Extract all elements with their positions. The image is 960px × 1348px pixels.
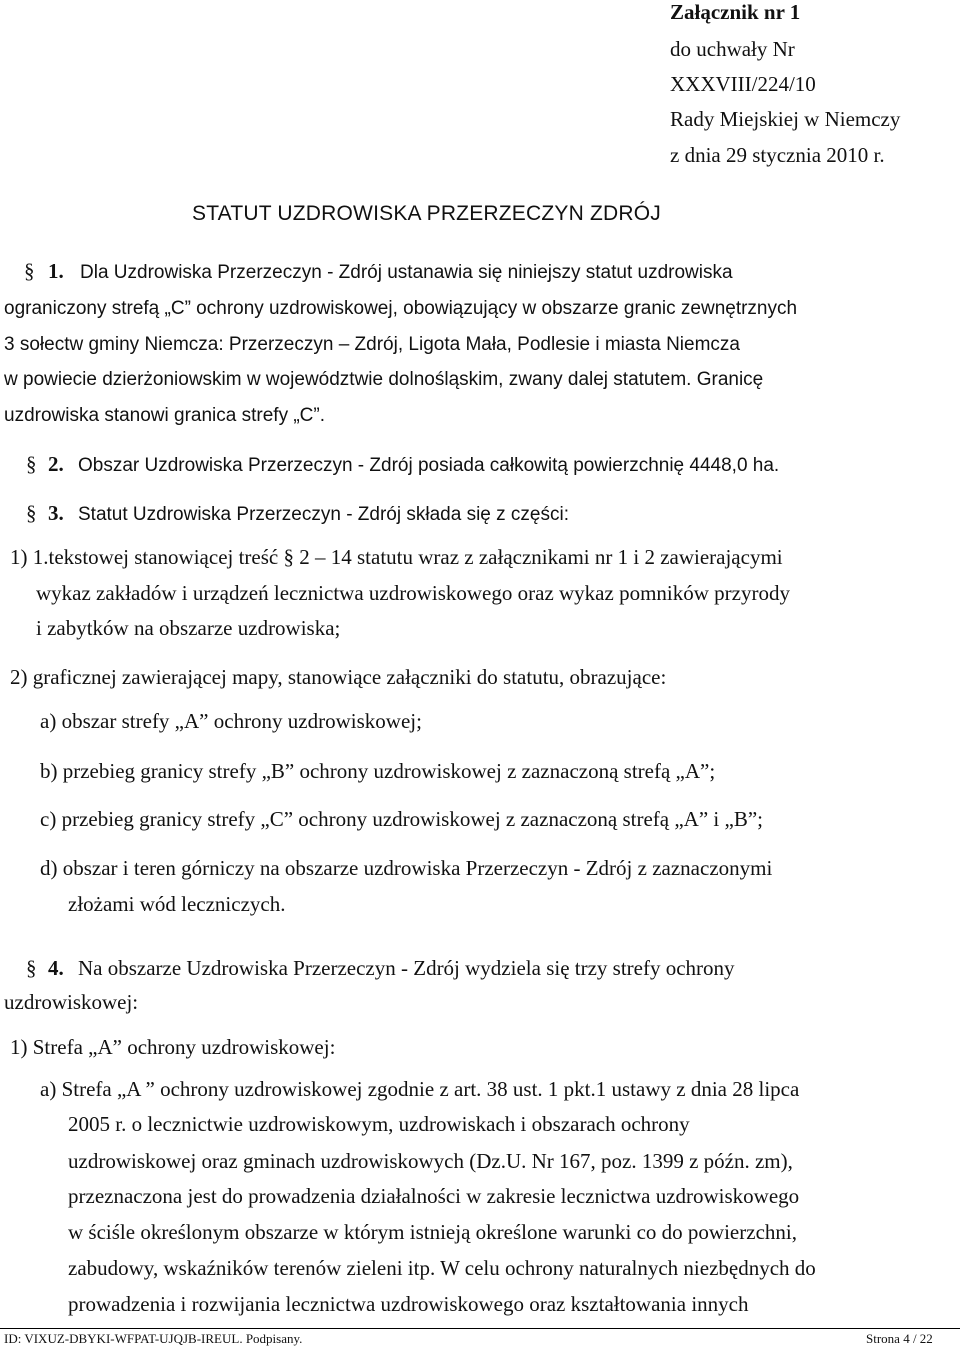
section-3-item-2d-line-2: złożami wód leczniczych. bbox=[68, 892, 286, 916]
section-1-line-2: ograniczony strefą „C” ochrony uzdrowiskowej, obowiązujący w obszarze granic zewnętrznych bbox=[4, 298, 798, 319]
section-2-sign: § bbox=[26, 452, 37, 476]
footer-page-number: Strona 4 / 22 bbox=[866, 1331, 933, 1346]
section-3-item-2b: b) przebieg granicy strefy „B” ochrony uzdrowiskowej z zaznaczoną strefą „A”; bbox=[40, 759, 716, 783]
section-1-line-4: w powiecie dzierżoniowskim w województwie dolnośląskim, zwany dalej statutem. Granicę bbox=[4, 369, 764, 390]
footer-divider bbox=[0, 1328, 960, 1329]
section-4-zone-a-heading: 1) Strefa „A” ochrony uzdrowiskowej: bbox=[10, 1035, 336, 1059]
section-2-text: Obszar Uzdrowiska Przerzeczyn - Zdrój posiada całkowitą powierzchnię 4448,0 ha. bbox=[78, 455, 780, 476]
section-3-item-2a: a) obszar strefy „A” ochrony uzdrowiskowej; bbox=[40, 709, 422, 733]
attachment-line-2: XXXVIII/224/10 bbox=[670, 72, 816, 96]
section-3-item-1-line-3: i zabytków na obszarze uzdrowiska; bbox=[36, 616, 341, 640]
section-1-line-3: 3 sołectw gminy Niemcza: Przerzeczyn – Zdrój, Ligota Mała, Podlesie i miasta Niemcza bbox=[4, 334, 740, 355]
section-4-line-1: Na obszarze Uzdrowiska Przerzeczyn - Zdrój wydziela się trzy strefy ochrony bbox=[78, 956, 735, 980]
section-1-number: 1. bbox=[48, 259, 64, 283]
section-3-text: Statut Uzdrowiska Przerzeczyn - Zdrój składa się z części: bbox=[78, 504, 569, 525]
zone-a-line-1: a) Strefa „A ” ochrony uzdrowiskowej zgodnie z art. 38 ust. 1 pkt.1 ustawy z dnia 28 lipca bbox=[40, 1077, 800, 1101]
zone-a-line-5: w ściśle określonym obszarze w którym istnieją określone warunki co do powierzchni, bbox=[68, 1220, 797, 1244]
section-4-line-2: uzdrowiskowej: bbox=[4, 990, 139, 1014]
section-1-line-5: uzdrowiska stanowi granica strefy „C”. bbox=[4, 405, 325, 426]
section-1-line-1: Dla Uzdrowiska Przerzeczyn - Zdrój ustanawia się niniejszy statut uzdrowiska bbox=[80, 262, 733, 283]
section-1-sign: § bbox=[24, 259, 35, 283]
section-4-number: 4. bbox=[48, 956, 64, 980]
attachment-line-3: Rady Miejskiej w Niemczy bbox=[670, 107, 901, 131]
zone-a-line-7: prowadzenia i rozwijania lecznictwa uzdrowiskowego oraz kształtowania innych bbox=[68, 1292, 749, 1316]
section-3-sign: § bbox=[26, 501, 37, 525]
section-4-sign: § bbox=[26, 956, 37, 980]
section-3-item-2: 2) graficznej zawierającej mapy, stanowiące załączniki do statutu, obrazujące: bbox=[10, 665, 667, 689]
section-2-number: 2. bbox=[48, 452, 64, 476]
zone-a-line-2: 2005 r. o lecznictwie uzdrowiskowym, uzdrowiskach i obszarach ochrony bbox=[68, 1112, 690, 1136]
zone-a-line-4: przeznaczona jest do prowadzenia działalności w zakresie lecznictwa uzdrowiskowego bbox=[68, 1184, 800, 1208]
footer-document-id: ID: VIXUZ-DBYKI-WFPAT-UJQJB-IREUL. Podpisany. bbox=[4, 1331, 303, 1346]
section-3-item-2d-line-1: d) obszar i teren górniczy na obszarze uzdrowiska Przerzeczyn - Zdrój z zaznaczonymi bbox=[40, 856, 773, 880]
section-3-item-2c: c) przebieg granicy strefy „C” ochrony uzdrowiskowej z zaznaczoną strefą „A” i „B”; bbox=[40, 807, 763, 831]
attachment-line-4: z dnia 29 stycznia 2010 r. bbox=[670, 143, 885, 167]
section-3-item-1-line-2: wykaz zakładów i urządzeń lecznictwa uzdrowiskowego oraz wykaz pomników przyrody bbox=[36, 581, 790, 605]
document-title: STATUT UZDROWISKA PRZERZECZYN ZDRÓJ bbox=[192, 202, 662, 225]
zone-a-line-3: uzdrowiskowej oraz gminach uzdrowiskowych (Dz.U. Nr 167, poz. 1399 z późn. zm), bbox=[68, 1149, 793, 1173]
attachment-line-1: do uchwały Nr bbox=[670, 37, 795, 61]
zone-a-line-6: zabudowy, wskaźników terenów zieleni itp. W celu ochrony naturalnych niezbędnych do bbox=[68, 1256, 816, 1280]
attachment-heading: Załącznik nr 1 bbox=[670, 0, 801, 24]
section-3-number: 3. bbox=[48, 501, 64, 525]
section-3-item-1-line-1: 1) 1.tekstowej stanowiącej treść § 2 – 14 statutu wraz z załącznikami nr 1 i 2 zawierającymi bbox=[10, 545, 783, 569]
